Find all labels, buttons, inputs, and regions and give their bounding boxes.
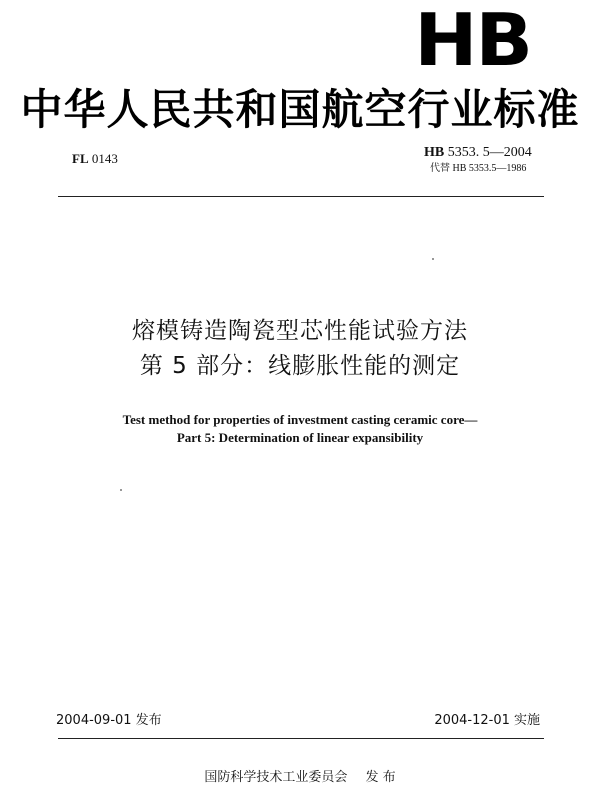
national-standard-title: 中华人民共和国航空行业标准 — [20, 85, 580, 134]
footer-divider — [58, 738, 544, 739]
title-cn-line-2: 第 5 部分：线膨胀性能的测定 — [139, 353, 461, 379]
standard-number — [424, 144, 532, 161]
classification-number: 0143 — [91, 151, 118, 166]
scan-speck — [432, 258, 434, 260]
title-en-line-2: Part 5: Determination of linear expansibility — [176, 430, 424, 445]
title-cn-line-1: 熔模铸造陶瓷型芯性能试验方法 — [132, 318, 468, 344]
title-en-line-1: Test method for properties of investment casting ceramic core— — [122, 412, 478, 427]
publisher-line — [0, 770, 600, 786]
replaces-standard: 代替 HB 5353.5—1986 — [430, 163, 527, 174]
issue-date: 2004-09-01 发布 — [56, 713, 162, 728]
scan-speck — [120, 489, 122, 491]
standard-number-prefix: HB — [424, 145, 445, 160]
implementation-date: 2004-12-01 实施 — [434, 713, 540, 728]
hb-standard-logo: HB — [414, 0, 531, 82]
standard-number-value: 5353. 5—2004 — [447, 145, 532, 160]
publish-label: 发 布 — [365, 770, 396, 785]
publisher-name: 国防科学技术工业委员会 — [204, 770, 348, 785]
classification-prefix: FL — [72, 151, 89, 166]
header-divider — [58, 196, 544, 197]
classification-code — [72, 151, 118, 167]
